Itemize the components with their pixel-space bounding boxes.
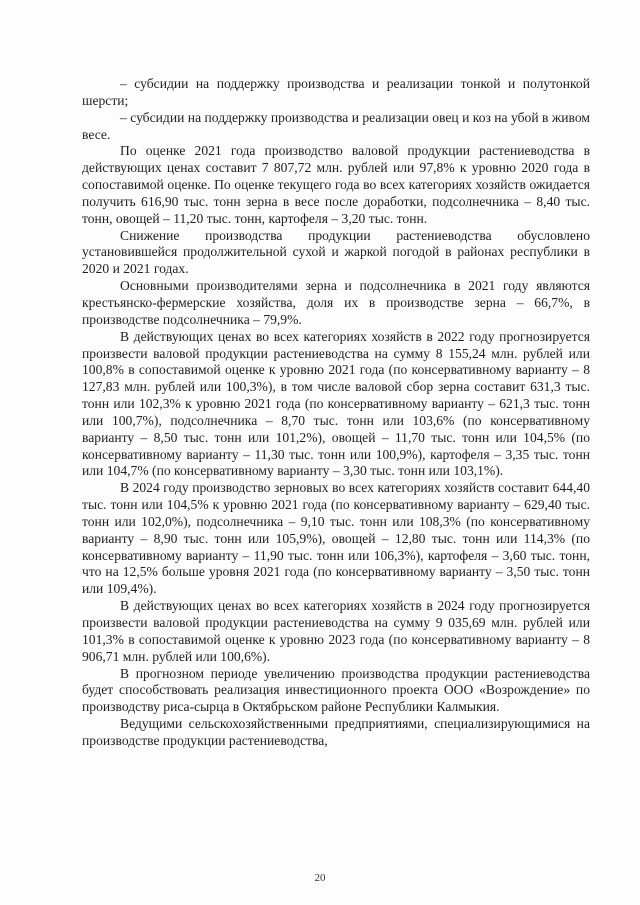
paragraph-leading-enterprises: Ведущими сельскохозяйственными предприятиями, специализирующимися на производстве продукции растениеводства, <box>82 716 590 748</box>
paragraph-forecast-2022: В действующих ценах во всех категориях хозяйств в 2022 году прогнозируется произвести валовой продукции растениеводства на сумму 8 155,24 млн. рублей или 100,8% в сопоставимой оценке к уровню 2021 года (по консервативному варианту – 8 127,83 млн. рублей или 100,3%), в том числе валовой сбор зерна составит 631,3 тыс. тонн или 102,3% к уровню 2021 года (по консервативному варианту – 621,3 тыс. тонн или 100,7%), подсолнечника – 8,70 тыс. тонн или 103,6% (по консервативному варианту – 8,50 тыс. тонн или 101,2%), овощей – 11,70 тыс. тонн или 104,5% (по консервативному варианту – 11,30 тыс. тонн или 100,9%), картофеля – 3,35 тыс. тонн или 104,7% (по консервативному варианту – 3,30 тыс. тонн или 103,1%). <box>82 328 590 479</box>
paragraph-main-producers: Основными производителями зерна и подсолнечника в 2021 году являются крестьянско-фермерские хозяйства, доля их в производстве зерна – 66,7%, в производстве подсолнечника – 79,9%. <box>82 278 590 327</box>
paragraph-estimate-2021: По оценке 2021 года производство валовой продукции растениеводства в действующих ценах составит 7 807,72 млн. рублей или 97,8% к уровню 2020 года в сопоставимой оценке. По оценке текущего года во всех категориях хозяйств ожидается получить 616,90 тыс. тонн зерна в весе после доработки, подсолнечника – 8,40 тыс. тонн, овощей – 11,20 тыс. тонн, картофеля – 3,20 тыс. тонн. <box>82 143 590 226</box>
paragraph-subsidy-wool: – субсидии на поддержку производства и реализации тонкой и полутонкой шерсти; <box>82 76 590 108</box>
paragraph-investment-project: В прогнозном периоде увеличению производства продукции растениеводства будет способствовать реализация инвестиционного проекта ООО «Возрождение» по производству риса-сырца в Октябрьском районе Республики Калмыкия. <box>82 665 590 715</box>
paragraph-forecast-2024-grain: В 2024 году производство зерновых во всех категориях хозяйств составит 644,40 тыс. тонн или 104,5% к уровню 2021 года (по консервативному варианту – 629,40 тыс. тонн или 102,0%), подсолнечника – 9,10 тыс. тонн или 108,3% (по консервативному варианту – 8,90 тыс. тонн или 105,9%), овощей – 12,80 тыс. тонн или 114,3% (по консервативному варианту – 11,90 тыс. тонн или 106,3%), картофеля – 3,60 тыс. тонн, что на 12,5% больше уровня 2021 года (по консервативному варианту – 3,50 тыс. тонн или 109,4%). <box>82 480 590 597</box>
paragraph-subsidy-sheep: – субсидии на поддержку производства и реализации овец и коз на убой в живом весе. <box>82 109 590 142</box>
paragraph-forecast-2024-value: В действующих ценах во всех категориях хозяйств в 2024 году прогнозируется произвести валовой продукции растениеводства на сумму 9 035,69 млн. рублей или 101,3% в сопоставимой оценке к уровню 2023 года (по консервативному варианту – 8 906,71 млн. рублей или 100,6%). <box>82 598 590 664</box>
document-body <box>82 76 590 750</box>
page-number: 20 <box>314 872 326 884</box>
paragraph-decline-reason: Снижение производства продукции растениеводства обусловлено установившейся продолжительной сухой и жаркой погодой в районах республики в 2020 и 2021 годах. <box>82 227 590 277</box>
